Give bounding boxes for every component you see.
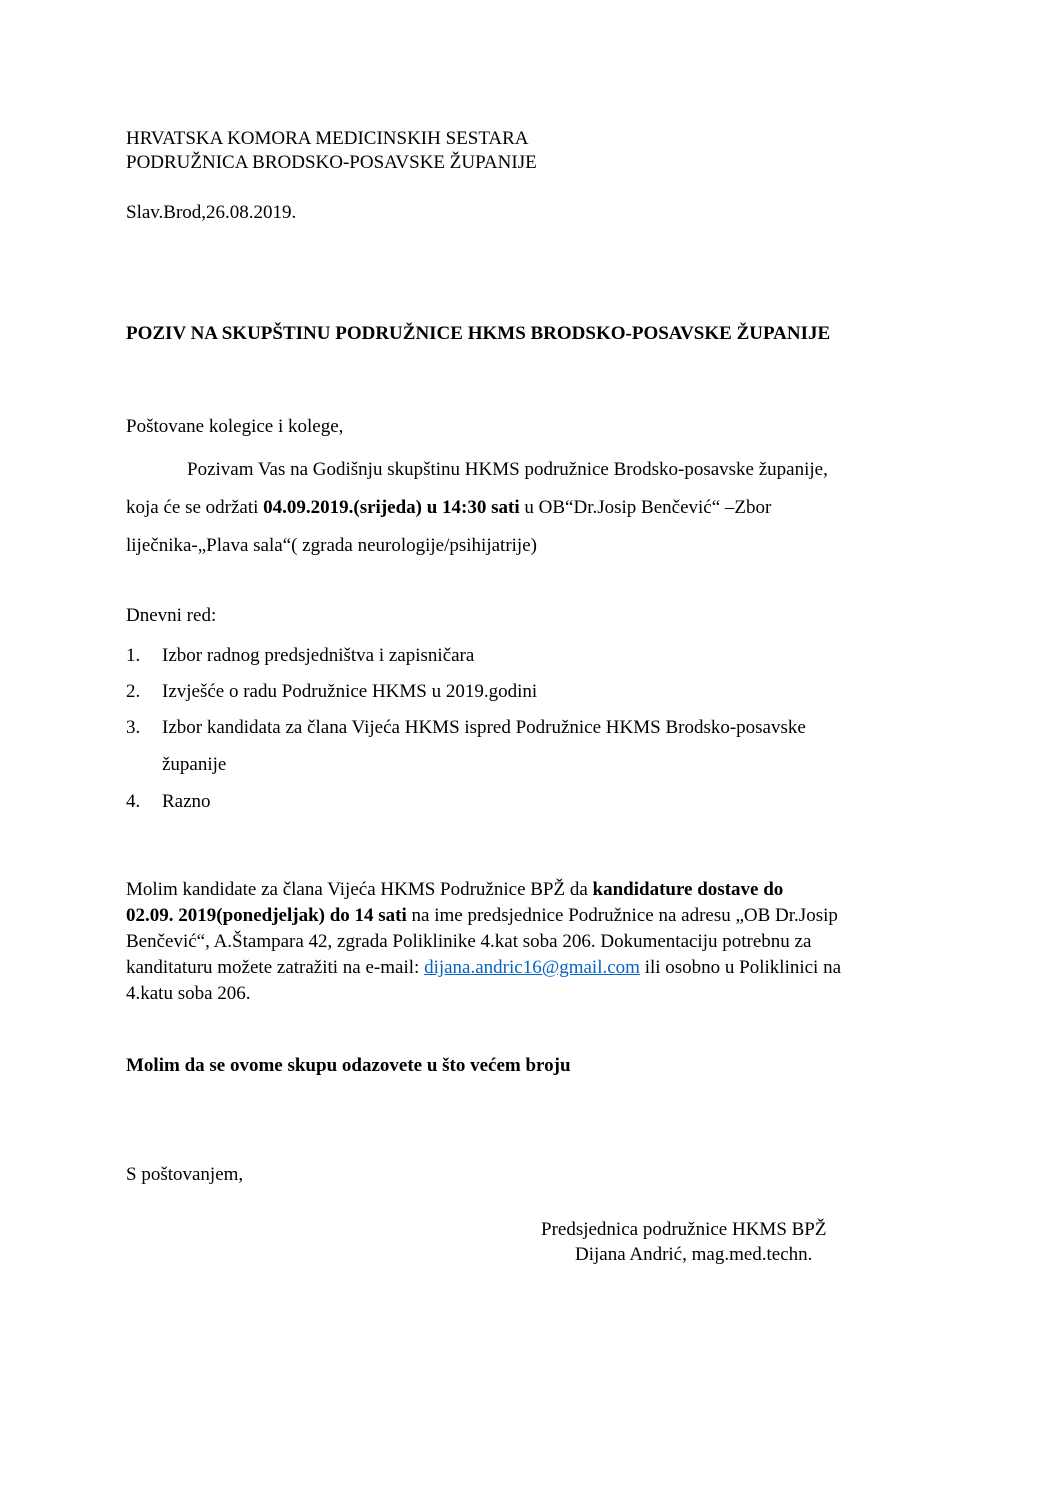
agenda-item [126, 680, 537, 704]
notice-line1 [126, 878, 783, 902]
notice-line4 [126, 956, 841, 980]
agenda-heading: Dnevni red: [126, 605, 217, 626]
agenda-item-number: 2. [126, 681, 141, 702]
agenda-item [126, 790, 211, 814]
agenda-item-text: Izbor radnog predsjedništva i zapisničara [162, 645, 475, 666]
document-title: POZIV NA SKUPŠTINU PODRUŽNICE HKMS BRODSKO-POSAVSKE ŽUPANIJE [126, 323, 831, 344]
greeting: Poštovane kolegice i kolege, [126, 416, 344, 437]
agenda-item [126, 644, 474, 668]
intro-line2-start: koja će se održati [126, 497, 264, 518]
org-name-line1: HRVATSKA KOMORA MEDICINSKIH SESTARA [126, 128, 529, 149]
appeal: Molim da se ovome skupu odazovete u što većem broju [126, 1055, 571, 1076]
closing: S poštovanjem, [126, 1164, 244, 1185]
agenda-item-number: 4. [126, 791, 141, 812]
intro-line1: Pozivam Vas na Godišnju skupštinu HKMS podružnice Brodsko-posavske županije, [187, 459, 828, 480]
deadline: 02.09. 2019(ponedjeljak) do 14 sati [126, 905, 407, 926]
agenda-item [126, 716, 806, 740]
agenda-item-text: Izbor kandidata za člana Vijeća HKMS ispred Podružnice HKMS Brodsko-posavske [162, 717, 806, 738]
agenda-item-text: Razno [162, 791, 211, 812]
agenda-item-number: 3. [126, 717, 141, 738]
notice-line3: Benčević“, A.Štampara 42, zgrada Poliklinike 4.kat soba 206. Dokumentaciju potrebnu za [126, 931, 812, 952]
notice-line2 [126, 904, 838, 928]
document-date: Slav.Brod,26.08.2019. [126, 202, 297, 223]
signature-name: Dijana Andrić, mag.med.techn. [575, 1244, 813, 1265]
agenda-item-continuation: županije [162, 754, 227, 775]
notice-line1-start: Molim kandidate za člana Vijeća HKMS Podružnice BPŽ da [126, 879, 593, 900]
notice-line4-start: kanditaturu možete zatražiti na e-mail: [126, 957, 425, 978]
signature-role: Predsjednica podružnice HKMS BPŽ [541, 1219, 827, 1240]
agenda-item-text: Izvješće o radu Podružnice HKMS u 2019.godini [162, 681, 538, 702]
notice-line2-end: na ime predsjednice Podružnice na adresu „OB Dr.Josip [406, 905, 838, 926]
intro-line2-end: u OB“Dr.Josip Benčević“ –Zbor [519, 497, 772, 518]
intro-line2 [126, 496, 771, 520]
agenda-item-number: 1. [126, 645, 141, 666]
intro-line3: liječnika-„Plava sala“( zgrada neurologije/psihijatrije) [126, 535, 537, 556]
notice-line1-bold: kandidature dostave do [592, 879, 784, 900]
meeting-datetime: 04.09.2019.(srijeda) u 14:30 sati [263, 497, 520, 518]
org-name-line2: PODRUŽNICA BRODSKO-POSAVSKE ŽUPANIJE [126, 152, 537, 173]
email-link[interactable]: dijana.andric16@gmail.com [424, 957, 640, 978]
notice-line5: 4.katu soba 206. [126, 983, 251, 1004]
notice-line4-end: ili osobno u Poliklinici na [639, 957, 842, 978]
